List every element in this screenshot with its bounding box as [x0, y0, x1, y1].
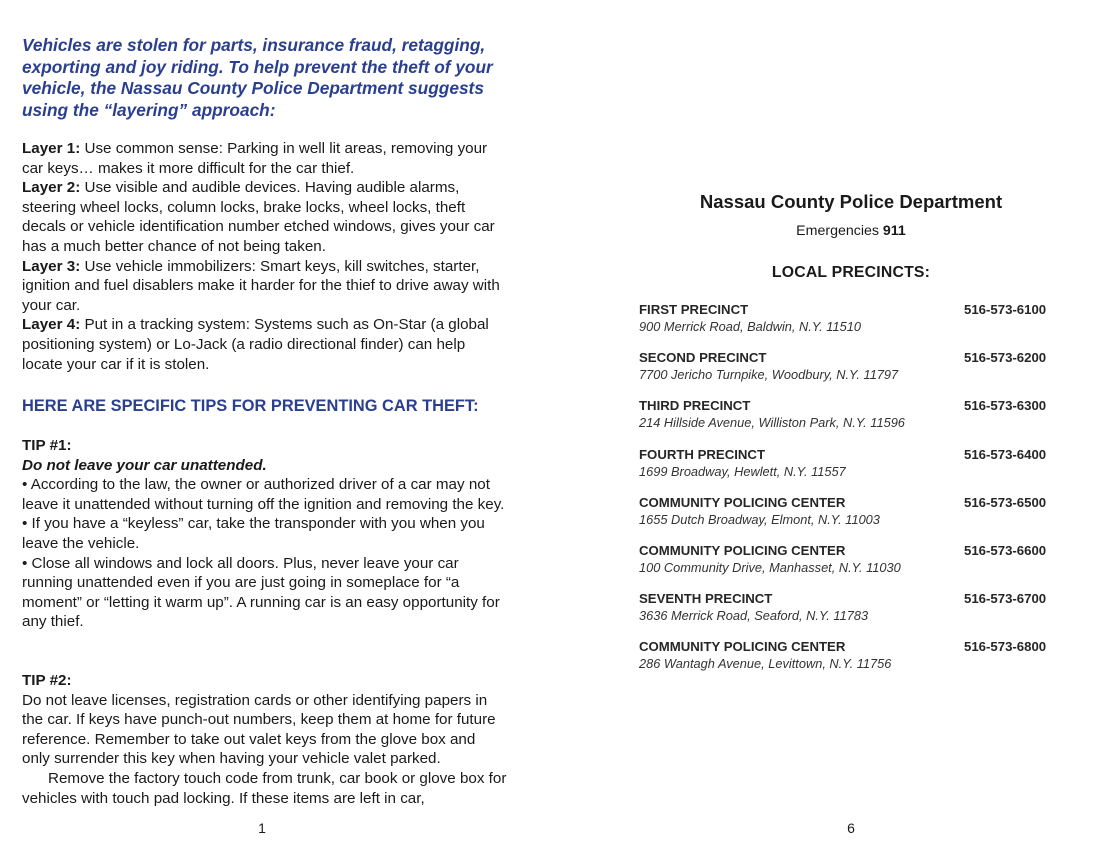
tip-bullet: • Close all windows and lock all doors. Plus, never leave your car running unattended even if you are just going in someplace for “a moment” or “letting it warm up”. A running car is an easy opportunity for any thief.: [22, 554, 500, 631]
precinct-entry: [639, 590, 1059, 638]
emergencies-number: 911: [882, 223, 906, 239]
precinct-address: 900 Merrick Road, Baldwin, N.Y. 11510: [639, 319, 861, 334]
layer-text: Use vehicle immobilizers: Smart keys, kill switches, starter, ignition and fuel disablers make it harder for the thief to drive away with your car.: [22, 257, 500, 314]
precinct-address: 286 Wantagh Avenue, Levittown, N.Y. 11756: [639, 656, 892, 672]
layer-text: Use common sense: Parking in well lit areas, removing your car keys… makes it more difficult for the car thief.: [22, 140, 488, 177]
layer-title: Layer 4:: [22, 316, 81, 334]
left-page: [0, 0, 540, 862]
precinct-address: 1699 Broadway, Hewlett, N.Y. 11557: [639, 463, 846, 479]
page-number: 1: [258, 820, 266, 836]
precinct-name: COMMUNITY POLICING CENTER: [639, 542, 846, 558]
layer-title: Layer 3:: [22, 257, 81, 275]
layer-text: Use visible and audible devices. Having audible alarms, steering wheel locks, column locks, brake locks, wheel locks, theft decals or vehicle identification number etched windows, gives your car has a much better chance of not being taken.: [22, 179, 495, 255]
precinct-phone: 516-573-6600: [964, 542, 1047, 558]
precinct-name: FIRST PRECINCT: [639, 302, 749, 317]
tips-heading: HERE ARE SPECIFIC TIPS FOR PREVENTING CAR THEFT:: [22, 397, 479, 415]
tip-bullet: • If you have a “keyless” car, take the transponder with you when you leave the vehicle.: [22, 515, 485, 552]
precinct-address: 3636 Merrick Road, Seaford, N.Y. 11783: [639, 608, 869, 624]
precinct-address: 1655 Dutch Broadway, Elmont, N.Y. 11003: [639, 511, 880, 527]
right-page: [560, 0, 1118, 862]
precinct-address: 100 Community Drive, Manhasset, N.Y. 11030: [639, 559, 901, 575]
precinct-entry: [639, 446, 1059, 494]
layer-item: [22, 178, 507, 256]
precinct-name: COMMUNITY POLICING CENTER: [639, 494, 846, 510]
tip-subtitle: Do not leave your car unattended.: [22, 456, 267, 474]
emergencies-line: [560, 223, 1118, 239]
precinct-address: 214 Hillside Avenue, Williston Park, N.Y. 11596: [639, 415, 905, 431]
intro-paragraph: Vehicles are stolen for parts, insurance fraud, retagging, exporting and joy riding. To help prevent the theft of your vehicle, the Nassau County Police Department suggests using the “layering” approach:: [22, 35, 493, 120]
tip-paragraph: Do not leave licenses, registration cards or other identifying papers in the car. If keys have punch-out numbers, keep them at home for future reference. Remember to take out valet keys from the glove box and only surrender this key when having your vehicle valet parked.: [22, 691, 496, 768]
precinct-list: [639, 301, 1059, 687]
tip-1-section: [22, 436, 507, 632]
precinct-name: SEVENTH PRECINCT: [639, 591, 773, 607]
local-precincts-heading: LOCAL PRECINCTS:: [771, 264, 931, 281]
precinct-phone: 516-573-6500: [964, 494, 1047, 510]
precinct-phone: 516-573-6400: [964, 446, 1047, 462]
precinct-entry: [639, 638, 1059, 686]
precinct-name: COMMUNITY POLICING CENTER: [639, 639, 846, 655]
precinct-phone: 516-573-6800: [964, 639, 1047, 655]
precinct-entry: [639, 349, 1059, 397]
precinct-phone: 516-573-6700: [964, 591, 1047, 607]
precinct-phone: 516-573-6200: [964, 350, 1047, 366]
precinct-name: THIRD PRECINCT: [639, 398, 751, 414]
tip-bullet: • According to the law, the owner or authorized driver of a car may not leave it unattended without turning off the ignition and removing the key.: [22, 476, 505, 513]
precinct-entry: [639, 494, 1059, 542]
layer-item: [22, 315, 507, 374]
precinct-entry: [639, 301, 1059, 349]
precinct-entry: [639, 397, 1059, 445]
department-title: Nassau County Police Department: [699, 191, 1003, 212]
layer-item: [22, 257, 507, 316]
precinct-address: 7700 Jericho Turnpike, Woodbury, N.Y. 11797: [639, 367, 899, 383]
layer-title: Layer 1:: [22, 140, 81, 157]
layer-text: Put in a tracking system: Systems such as On-Star (a global positioning system) or Lo-Jack (a radio directional finder) can help locate your car if it is stolen.: [22, 316, 489, 373]
precinct-phone: 516-573-6100: [964, 302, 1047, 317]
layers-section: [22, 139, 507, 374]
precinct-phone: 516-573-6300: [964, 398, 1047, 414]
tip-title: TIP #2:: [22, 672, 72, 689]
layer-title: Layer 2:: [22, 179, 81, 197]
precinct-name: SECOND PRECINCT: [639, 350, 767, 366]
page-number: 6: [847, 820, 855, 836]
tip-paragraph: Remove the factory touch code from trunk, car book or glove box for vehicles with touch pad locking. If these items are left in car,: [22, 769, 507, 807]
tip-2-section: [22, 671, 507, 808]
emergencies-label: Emergencies: [796, 223, 883, 239]
layer-item: [22, 139, 507, 178]
precinct-entry: [639, 542, 1059, 590]
precinct-name: FOURTH PRECINCT: [639, 446, 766, 462]
tip-title: TIP #1:: [22, 437, 72, 454]
